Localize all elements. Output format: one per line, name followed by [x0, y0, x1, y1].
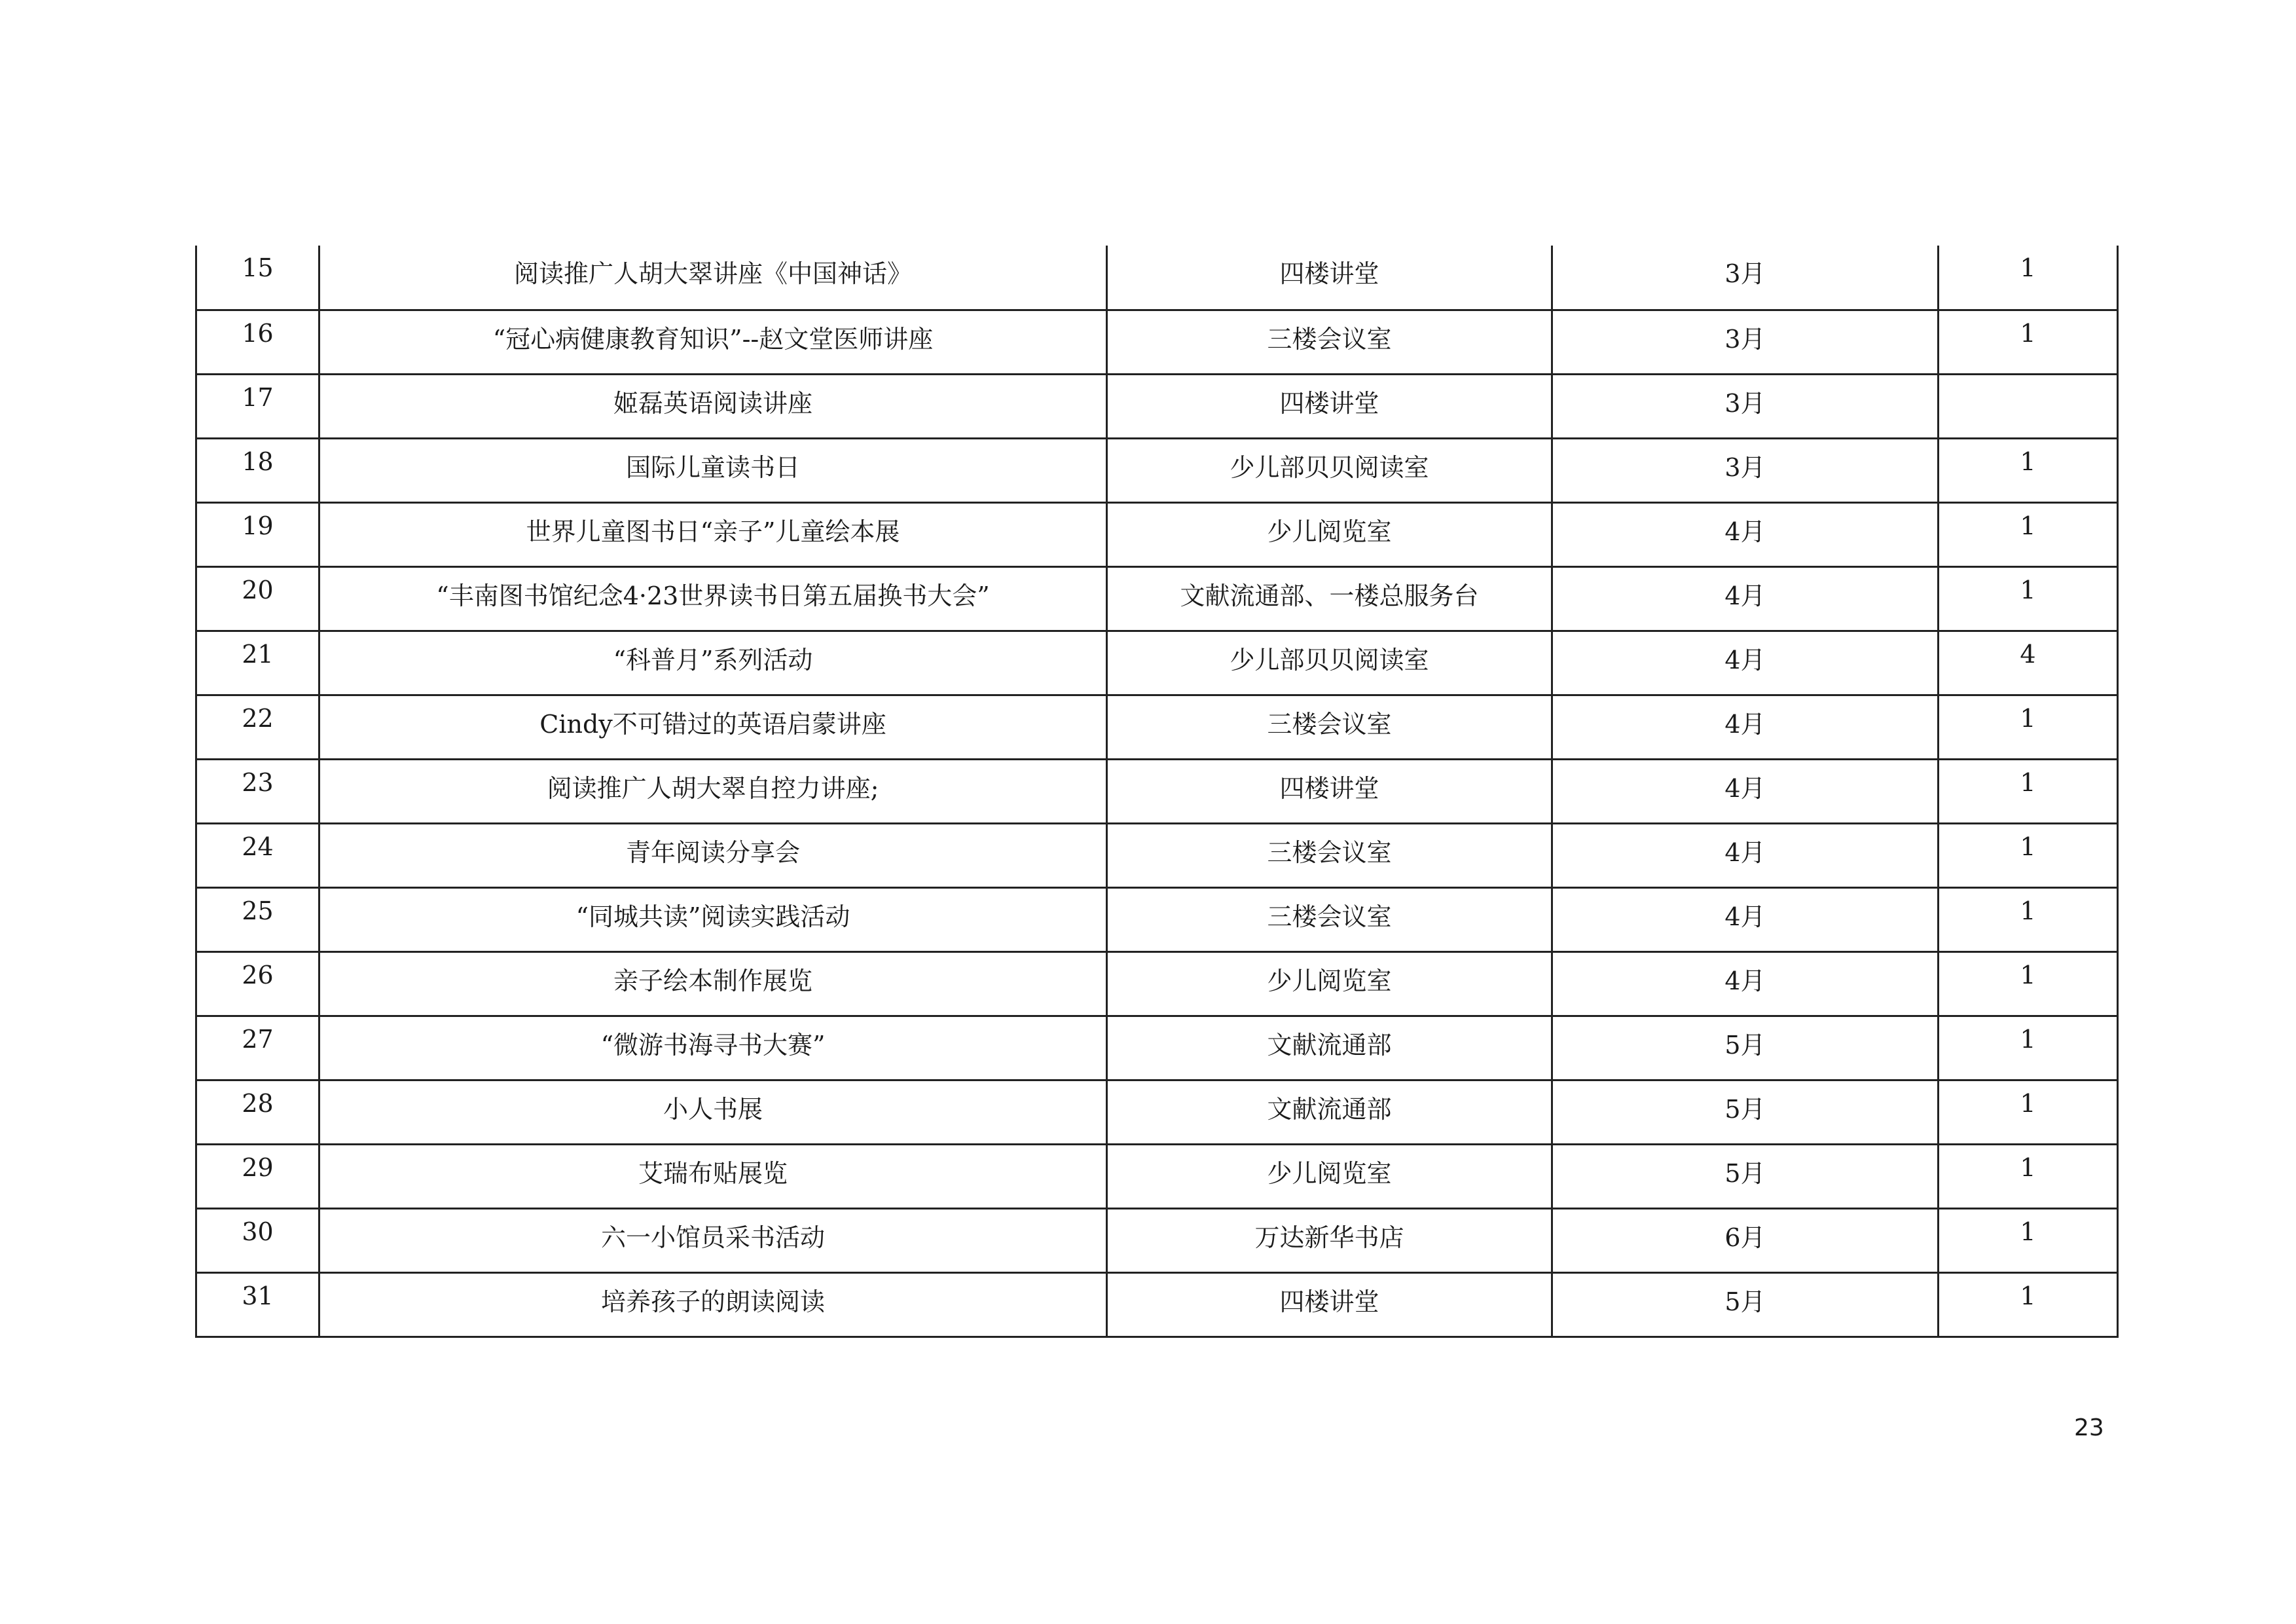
table-row	[196, 374, 2118, 438]
month-cell: 3月	[1552, 374, 1939, 438]
location-cell: 少儿部贝贝阅读室	[1107, 631, 1552, 695]
row-number-cell: 21	[196, 631, 319, 695]
row-number-cell: 29	[196, 1144, 319, 1208]
location-cell: 四楼讲堂	[1107, 246, 1552, 310]
activity-name-cell: 六一小馆员采书活动	[319, 1208, 1107, 1272]
table-row	[196, 1016, 2118, 1080]
month-cell: 4月	[1552, 566, 1939, 631]
row-number-cell: 17	[196, 374, 319, 438]
activity-name-cell: “微游书海寻书大赛”	[319, 1016, 1107, 1080]
month-cell: 4月	[1552, 823, 1939, 887]
count-cell	[1939, 374, 2118, 438]
table-row	[196, 502, 2118, 566]
count-cell: 1	[1939, 1208, 2118, 1272]
month-cell: 3月	[1552, 310, 1939, 374]
activity-name-cell: 姬磊英语阅读讲座	[319, 374, 1107, 438]
page-number: 23	[2074, 1414, 2104, 1441]
activity-name-cell: “丰南图书馆纪念4·23世界读书日第五届换书大会”	[319, 566, 1107, 631]
location-cell: 三楼会议室	[1107, 887, 1552, 951]
row-number-cell: 16	[196, 310, 319, 374]
location-cell: 三楼会议室	[1107, 310, 1552, 374]
activity-name-cell: 世界儿童图书日“亲子”儿童绘本展	[319, 502, 1107, 566]
activity-name-cell: 小人书展	[319, 1080, 1107, 1144]
month-cell: 4月	[1552, 951, 1939, 1016]
table-row	[196, 1080, 2118, 1144]
activities-table-container	[195, 246, 2117, 1338]
count-cell: 1	[1939, 887, 2118, 951]
row-number-cell: 23	[196, 759, 319, 823]
table-row	[196, 1144, 2118, 1208]
row-number-cell: 30	[196, 1208, 319, 1272]
count-cell: 1	[1939, 310, 2118, 374]
count-cell: 1	[1939, 1080, 2118, 1144]
row-number-cell: 31	[196, 1272, 319, 1337]
activity-name-cell: 培养孩子的朗读阅读	[319, 1272, 1107, 1337]
location-cell: 四楼讲堂	[1107, 1272, 1552, 1337]
activity-name-cell: 青年阅读分享会	[319, 823, 1107, 887]
location-cell: 少儿阅览室	[1107, 502, 1552, 566]
location-cell: 少儿部贝贝阅读室	[1107, 438, 1552, 502]
activity-name-cell: 阅读推广人胡大翠自控力讲座;	[319, 759, 1107, 823]
month-cell: 6月	[1552, 1208, 1939, 1272]
count-cell: 1	[1939, 246, 2118, 310]
month-cell: 4月	[1552, 887, 1939, 951]
activity-name-cell: 阅读推广人胡大翠讲座《中国神话》	[319, 246, 1107, 310]
month-cell: 3月	[1552, 438, 1939, 502]
table-row	[196, 823, 2118, 887]
count-cell: 4	[1939, 631, 2118, 695]
location-cell: 少儿阅览室	[1107, 1144, 1552, 1208]
row-number-cell: 25	[196, 887, 319, 951]
table-row	[196, 887, 2118, 951]
activity-name-cell: 亲子绘本制作展览	[319, 951, 1107, 1016]
month-cell: 3月	[1552, 246, 1939, 310]
location-cell: 三楼会议室	[1107, 823, 1552, 887]
activity-name-cell: 艾瑞布贴展览	[319, 1144, 1107, 1208]
table-row	[196, 1272, 2118, 1337]
table-row	[196, 695, 2118, 759]
location-cell: 文献流通部、一楼总服务台	[1107, 566, 1552, 631]
count-cell: 1	[1939, 695, 2118, 759]
table-row	[196, 310, 2118, 374]
row-number-cell: 28	[196, 1080, 319, 1144]
row-number-cell: 19	[196, 502, 319, 566]
count-cell: 1	[1939, 502, 2118, 566]
count-cell: 1	[1939, 823, 2118, 887]
month-cell: 5月	[1552, 1144, 1939, 1208]
table-row	[196, 438, 2118, 502]
count-cell: 1	[1939, 438, 2118, 502]
row-number-cell: 27	[196, 1016, 319, 1080]
table-row	[196, 759, 2118, 823]
row-number-cell: 15	[196, 246, 319, 310]
count-cell: 1	[1939, 759, 2118, 823]
row-number-cell: 24	[196, 823, 319, 887]
count-cell: 1	[1939, 951, 2118, 1016]
month-cell: 4月	[1552, 631, 1939, 695]
table-row	[196, 566, 2118, 631]
row-number-cell: 26	[196, 951, 319, 1016]
location-cell: 四楼讲堂	[1107, 759, 1552, 823]
month-cell: 5月	[1552, 1272, 1939, 1337]
activity-name-cell: 国际儿童读书日	[319, 438, 1107, 502]
count-cell: 1	[1939, 566, 2118, 631]
month-cell: 5月	[1552, 1016, 1939, 1080]
location-cell: 万达新华书店	[1107, 1208, 1552, 1272]
activity-name-cell: “冠心病健康教育知识”--赵文堂医师讲座	[319, 310, 1107, 374]
count-cell: 1	[1939, 1016, 2118, 1080]
month-cell: 4月	[1552, 759, 1939, 823]
count-cell: 1	[1939, 1144, 2118, 1208]
table-row	[196, 631, 2118, 695]
activity-name-cell: Cindy不可错过的英语启蒙讲座	[319, 695, 1107, 759]
table-row	[196, 951, 2118, 1016]
activity-name-cell: “同城共读”阅读实践活动	[319, 887, 1107, 951]
month-cell: 4月	[1552, 502, 1939, 566]
activity-name-cell: “科普月”系列活动	[319, 631, 1107, 695]
location-cell: 四楼讲堂	[1107, 374, 1552, 438]
location-cell: 文献流通部	[1107, 1080, 1552, 1144]
row-number-cell: 18	[196, 438, 319, 502]
count-cell: 1	[1939, 1272, 2118, 1337]
location-cell: 文献流通部	[1107, 1016, 1552, 1080]
table-body	[196, 246, 2118, 1337]
location-cell: 三楼会议室	[1107, 695, 1552, 759]
table-row	[196, 246, 2118, 310]
month-cell: 5月	[1552, 1080, 1939, 1144]
row-number-cell: 22	[196, 695, 319, 759]
month-cell: 4月	[1552, 695, 1939, 759]
row-number-cell: 20	[196, 566, 319, 631]
table-row	[196, 1208, 2118, 1272]
location-cell: 少儿阅览室	[1107, 951, 1552, 1016]
activities-table	[195, 246, 2119, 1338]
